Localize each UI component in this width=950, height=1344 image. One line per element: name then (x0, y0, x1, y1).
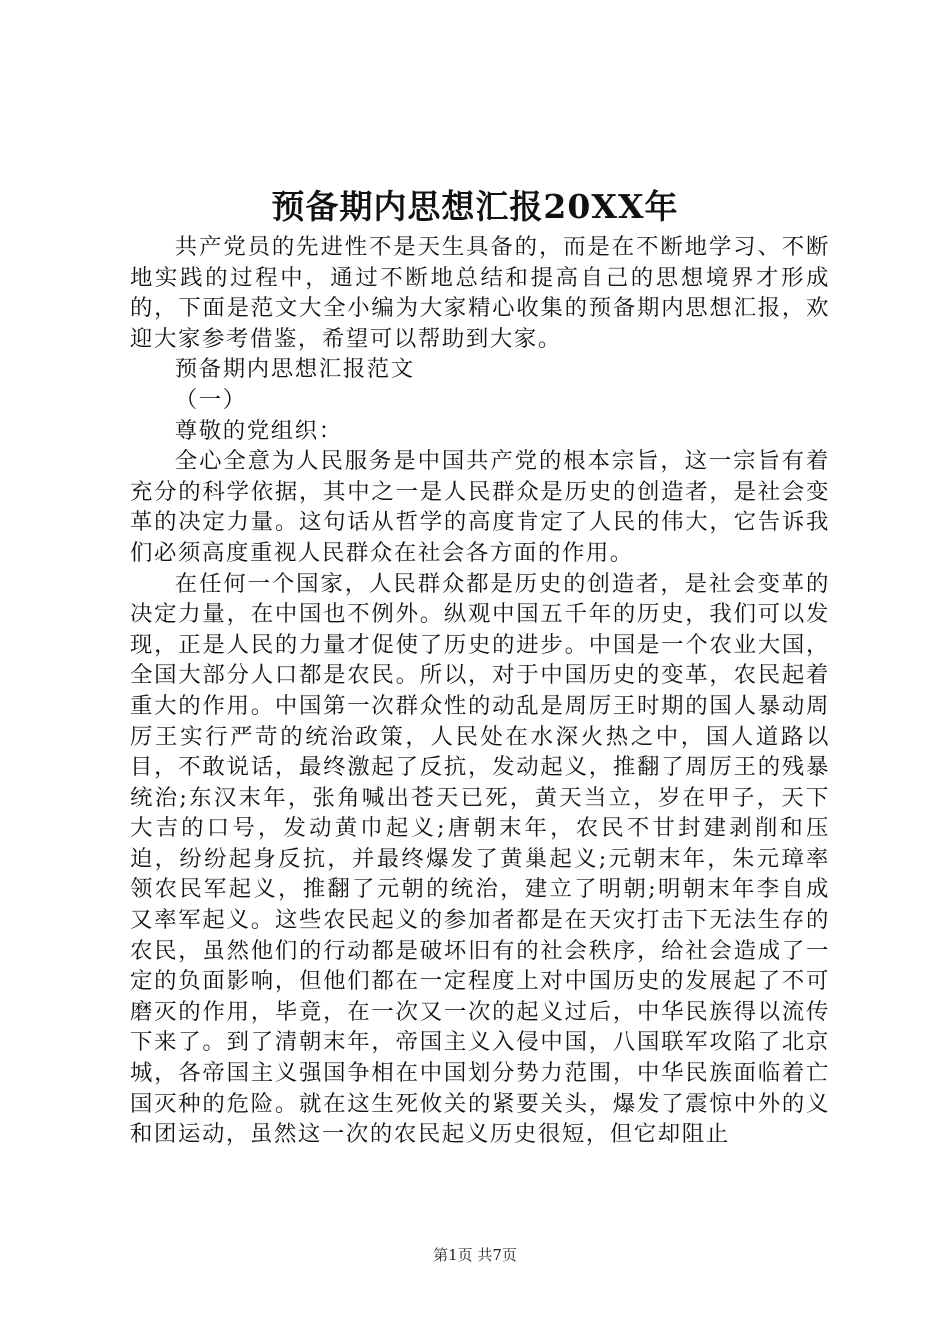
intro-paragraph: 共产党员的先进性不是天生具备的，而是在不断地学习、不断地实践的过程中，通过不断地总结和提高自己的思想境界才形成的，下面是范文大全小编为大家精心收集的预备期内思想汇报，欢迎大家参考借鉴，希望可以帮助到大家。 (130, 234, 830, 352)
page-footer: 第1页 共7页 (433, 1246, 517, 1264)
salutation: 尊敬的党组织： (174, 417, 343, 444)
section-heading: 预备期内思想汇报范文 (174, 356, 415, 383)
body-paragraph-1: 全心全意为人民服务是中国共产党的根本宗旨，这一宗旨有着充分的科学依据，其中之一是人民群众是历史的创造者，是社会变革的决定力量。这句话从哲学的高度肯定了人民的伟大，它告诉我们必须高度重视人民群众在社会各方面的作用。 (130, 448, 830, 566)
page-title: 预备期内思想汇报20XX年 (271, 187, 679, 226)
body-paragraph-2: 在任何一个国家，人民群众都是历史的创造者，是社会变革的决定力量，在中国也不例外。纵观中国五千年的历史，我们可以发现，正是人民的力量才促使了历史的进步。中国是一个农业大国，全国大部分人口都是农民。所以，对于中国历史的变革，农民起着重大的作用。中国第一次群众性的动乱是周厉王时期的国人暴动周厉王实行严苛的统治政策，人民处在水深火热之中，国人道路以目，不敢说话，最终激起了反抗，发动起义，推翻了周厉王的残暴统治;东汉末年，张角喊出苍天已死，黄天当立，岁在甲子，天下大吉的口号，发动黄巾起义;唐朝末年，农民不甘封建剥削和压迫，纷纷起身反抗，并最终爆发了黄巢起义;元朝末年，朱元璋率领农民军起义，推翻了元朝的统治，建立了明朝;明朝末年李自成又率军起义。这些农民起义的参加者都是在天灾打击下无法生存的农民，虽然他们的行动都是破坏旧有的社会秩序，给社会造成了一定的负面影响，但他们都在一定程度上对中国历史的发展起了不可磨灭的作用，毕竟，在一次又一次的起义过后，中华民族得以流传下来了。到了清朝末年，帝国主义入侵中国，八国联军攻陷了北京城，各帝国主义强国争相在中国划分势力范围，中华民族面临着亡国灭种的危险。就在这生死攸关的紧要关头，爆发了震惊中外的义和团运动，虽然这一次的农民起义历史很短，但它却阻止 (130, 570, 830, 1148)
document-body (130, 232, 830, 1150)
section-number: （一） (174, 386, 247, 413)
